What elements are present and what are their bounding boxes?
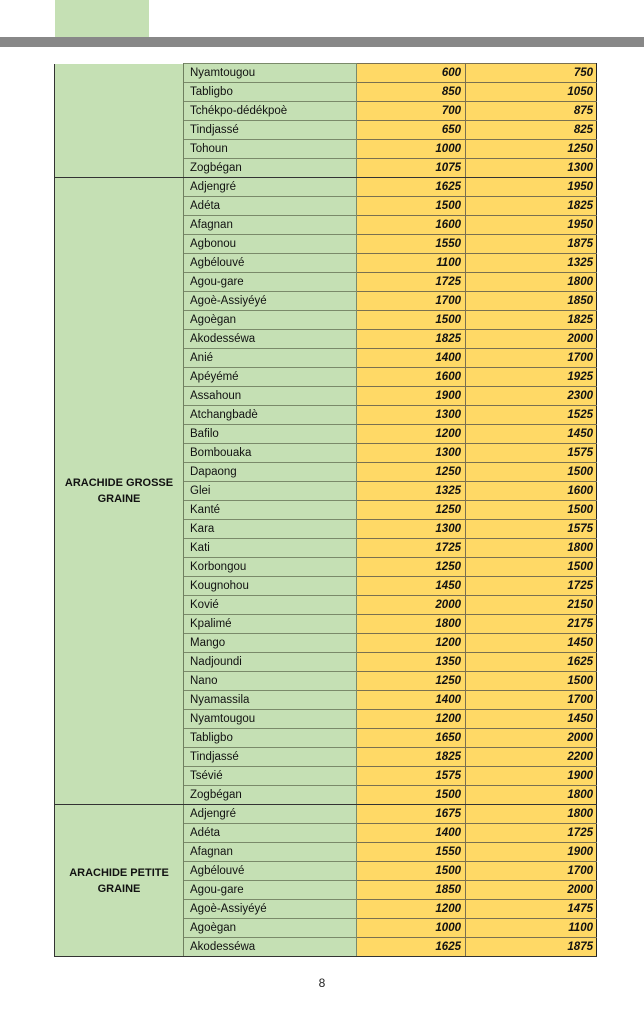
price-min-cell: 1800 <box>357 615 466 634</box>
table-row <box>55 178 597 197</box>
category-cell: ARACHIDE PETITE GRAINE <box>55 805 184 957</box>
price-min-cell: 1550 <box>357 235 466 254</box>
price-max-cell: 2150 <box>466 596 597 615</box>
price-min-cell: 1250 <box>357 672 466 691</box>
price-min-cell: 1575 <box>357 767 466 786</box>
location-cell: Tsévié <box>184 767 357 786</box>
location-cell: Bafilo <box>184 425 357 444</box>
location-cell: Mango <box>184 634 357 653</box>
price-max-cell: 1525 <box>466 406 597 425</box>
price-min-cell: 1200 <box>357 425 466 444</box>
price-table <box>54 63 597 957</box>
price-min-cell: 1825 <box>357 330 466 349</box>
price-max-cell: 1700 <box>466 691 597 710</box>
price-table-container <box>54 63 597 957</box>
location-cell: Agou-gare <box>184 273 357 292</box>
price-min-cell: 1075 <box>357 159 466 178</box>
price-min-cell: 1725 <box>357 539 466 558</box>
location-cell: Afagnan <box>184 216 357 235</box>
price-max-cell: 2200 <box>466 748 597 767</box>
location-cell: Agbélouvé <box>184 254 357 273</box>
price-max-cell: 825 <box>466 121 597 140</box>
location-cell: Adéta <box>184 824 357 843</box>
price-max-cell: 1300 <box>466 159 597 178</box>
price-max-cell: 1700 <box>466 862 597 881</box>
header-green-block <box>55 0 149 37</box>
price-max-cell: 1600 <box>466 482 597 501</box>
price-min-cell: 1100 <box>357 254 466 273</box>
location-cell: Afagnan <box>184 843 357 862</box>
price-min-cell: 1850 <box>357 881 466 900</box>
price-max-cell: 1925 <box>466 368 597 387</box>
location-cell: Dapaong <box>184 463 357 482</box>
price-min-cell: 1550 <box>357 843 466 862</box>
price-table-body <box>55 64 597 957</box>
price-min-cell: 1700 <box>357 292 466 311</box>
price-min-cell: 1300 <box>357 444 466 463</box>
price-min-cell: 1000 <box>357 140 466 159</box>
price-min-cell: 1500 <box>357 786 466 805</box>
category-cell <box>55 64 184 178</box>
category-cell: ARACHIDE GROSSE GRAINE <box>55 178 184 805</box>
price-max-cell: 1825 <box>466 311 597 330</box>
header-divider-bar <box>0 37 644 47</box>
price-max-cell: 1800 <box>466 786 597 805</box>
price-min-cell: 1300 <box>357 406 466 425</box>
price-max-cell: 1725 <box>466 577 597 596</box>
price-min-cell: 1400 <box>357 824 466 843</box>
location-cell: Nano <box>184 672 357 691</box>
location-cell: Akodesséwa <box>184 938 357 957</box>
location-cell: Zogbégan <box>184 159 357 178</box>
location-cell: Kati <box>184 539 357 558</box>
price-min-cell: 1300 <box>357 520 466 539</box>
price-max-cell: 1500 <box>466 463 597 482</box>
location-cell: Agou-gare <box>184 881 357 900</box>
price-max-cell: 1825 <box>466 197 597 216</box>
location-cell: Tabligbo <box>184 729 357 748</box>
location-cell: Nyamassila <box>184 691 357 710</box>
location-cell: Atchangbadè <box>184 406 357 425</box>
table-row <box>55 64 597 83</box>
location-cell: Tchékpo-dédékpoè <box>184 102 357 121</box>
price-min-cell: 1350 <box>357 653 466 672</box>
price-min-cell: 1725 <box>357 273 466 292</box>
price-max-cell: 1475 <box>466 900 597 919</box>
price-max-cell: 2175 <box>466 615 597 634</box>
price-max-cell: 750 <box>466 64 597 83</box>
price-min-cell: 1250 <box>357 558 466 577</box>
location-cell: Nyamtougou <box>184 64 357 83</box>
location-cell: Agbonou <box>184 235 357 254</box>
location-cell: Adjengré <box>184 805 357 824</box>
price-max-cell: 1850 <box>466 292 597 311</box>
price-min-cell: 600 <box>357 64 466 83</box>
price-max-cell: 1800 <box>466 805 597 824</box>
location-cell: Anié <box>184 349 357 368</box>
price-min-cell: 2000 <box>357 596 466 615</box>
price-min-cell: 1675 <box>357 805 466 824</box>
location-cell: Nyamtougou <box>184 710 357 729</box>
price-min-cell: 1600 <box>357 368 466 387</box>
price-min-cell: 1400 <box>357 349 466 368</box>
location-cell: Akodesséwa <box>184 330 357 349</box>
price-min-cell: 1500 <box>357 311 466 330</box>
price-max-cell: 1450 <box>466 425 597 444</box>
price-max-cell: 1950 <box>466 178 597 197</box>
price-max-cell: 1450 <box>466 710 597 729</box>
price-min-cell: 1400 <box>357 691 466 710</box>
price-min-cell: 1250 <box>357 501 466 520</box>
price-max-cell: 1900 <box>466 767 597 786</box>
price-max-cell: 1800 <box>466 539 597 558</box>
price-max-cell: 1700 <box>466 349 597 368</box>
location-cell: Nadjoundi <box>184 653 357 672</box>
price-min-cell: 1450 <box>357 577 466 596</box>
location-cell: Adéta <box>184 197 357 216</box>
price-min-cell: 1500 <box>357 197 466 216</box>
location-cell: Kpalimé <box>184 615 357 634</box>
location-cell: Glei <box>184 482 357 501</box>
price-max-cell: 1575 <box>466 520 597 539</box>
location-cell: Tindjassé <box>184 121 357 140</box>
location-cell: Agoègan <box>184 919 357 938</box>
price-max-cell: 1575 <box>466 444 597 463</box>
location-cell: Kovié <box>184 596 357 615</box>
price-min-cell: 1200 <box>357 634 466 653</box>
price-min-cell: 1900 <box>357 387 466 406</box>
price-max-cell: 2000 <box>466 330 597 349</box>
price-max-cell: 1800 <box>466 273 597 292</box>
price-max-cell: 1950 <box>466 216 597 235</box>
location-cell: Tohoun <box>184 140 357 159</box>
price-max-cell: 1250 <box>466 140 597 159</box>
location-cell: Agoègan <box>184 311 357 330</box>
price-max-cell: 2000 <box>466 729 597 748</box>
price-min-cell: 850 <box>357 83 466 102</box>
price-min-cell: 1625 <box>357 178 466 197</box>
price-min-cell: 1200 <box>357 900 466 919</box>
price-min-cell: 1825 <box>357 748 466 767</box>
location-cell: Agoè-Assiyéyé <box>184 900 357 919</box>
price-max-cell: 1500 <box>466 558 597 577</box>
location-cell: Zogbégan <box>184 786 357 805</box>
price-max-cell: 1875 <box>466 938 597 957</box>
location-cell: Kougnohou <box>184 577 357 596</box>
price-max-cell: 2000 <box>466 881 597 900</box>
location-cell: Agbélouvé <box>184 862 357 881</box>
location-cell: Bombouaka <box>184 444 357 463</box>
price-min-cell: 1625 <box>357 938 466 957</box>
price-min-cell: 700 <box>357 102 466 121</box>
price-max-cell: 1500 <box>466 501 597 520</box>
price-max-cell: 1875 <box>466 235 597 254</box>
location-cell: Apéyémé <box>184 368 357 387</box>
price-max-cell: 2300 <box>466 387 597 406</box>
price-min-cell: 1325 <box>357 482 466 501</box>
location-cell: Kara <box>184 520 357 539</box>
price-max-cell: 1450 <box>466 634 597 653</box>
price-max-cell: 1725 <box>466 824 597 843</box>
price-min-cell: 1600 <box>357 216 466 235</box>
location-cell: Tindjassé <box>184 748 357 767</box>
price-max-cell: 1100 <box>466 919 597 938</box>
price-max-cell: 1625 <box>466 653 597 672</box>
location-cell: Korbongou <box>184 558 357 577</box>
price-max-cell: 1900 <box>466 843 597 862</box>
location-cell: Assahoun <box>184 387 357 406</box>
price-max-cell: 875 <box>466 102 597 121</box>
price-min-cell: 1500 <box>357 862 466 881</box>
price-min-cell: 1200 <box>357 710 466 729</box>
location-cell: Adjengré <box>184 178 357 197</box>
price-min-cell: 1650 <box>357 729 466 748</box>
location-cell: Kanté <box>184 501 357 520</box>
price-max-cell: 1050 <box>466 83 597 102</box>
table-row <box>55 805 597 824</box>
price-max-cell: 1500 <box>466 672 597 691</box>
price-min-cell: 1250 <box>357 463 466 482</box>
price-min-cell: 650 <box>357 121 466 140</box>
location-cell: Agoè-Assiyéyé <box>184 292 357 311</box>
price-max-cell: 1325 <box>466 254 597 273</box>
location-cell: Tabligbo <box>184 83 357 102</box>
price-min-cell: 1000 <box>357 919 466 938</box>
page-number: 8 <box>318 976 326 990</box>
